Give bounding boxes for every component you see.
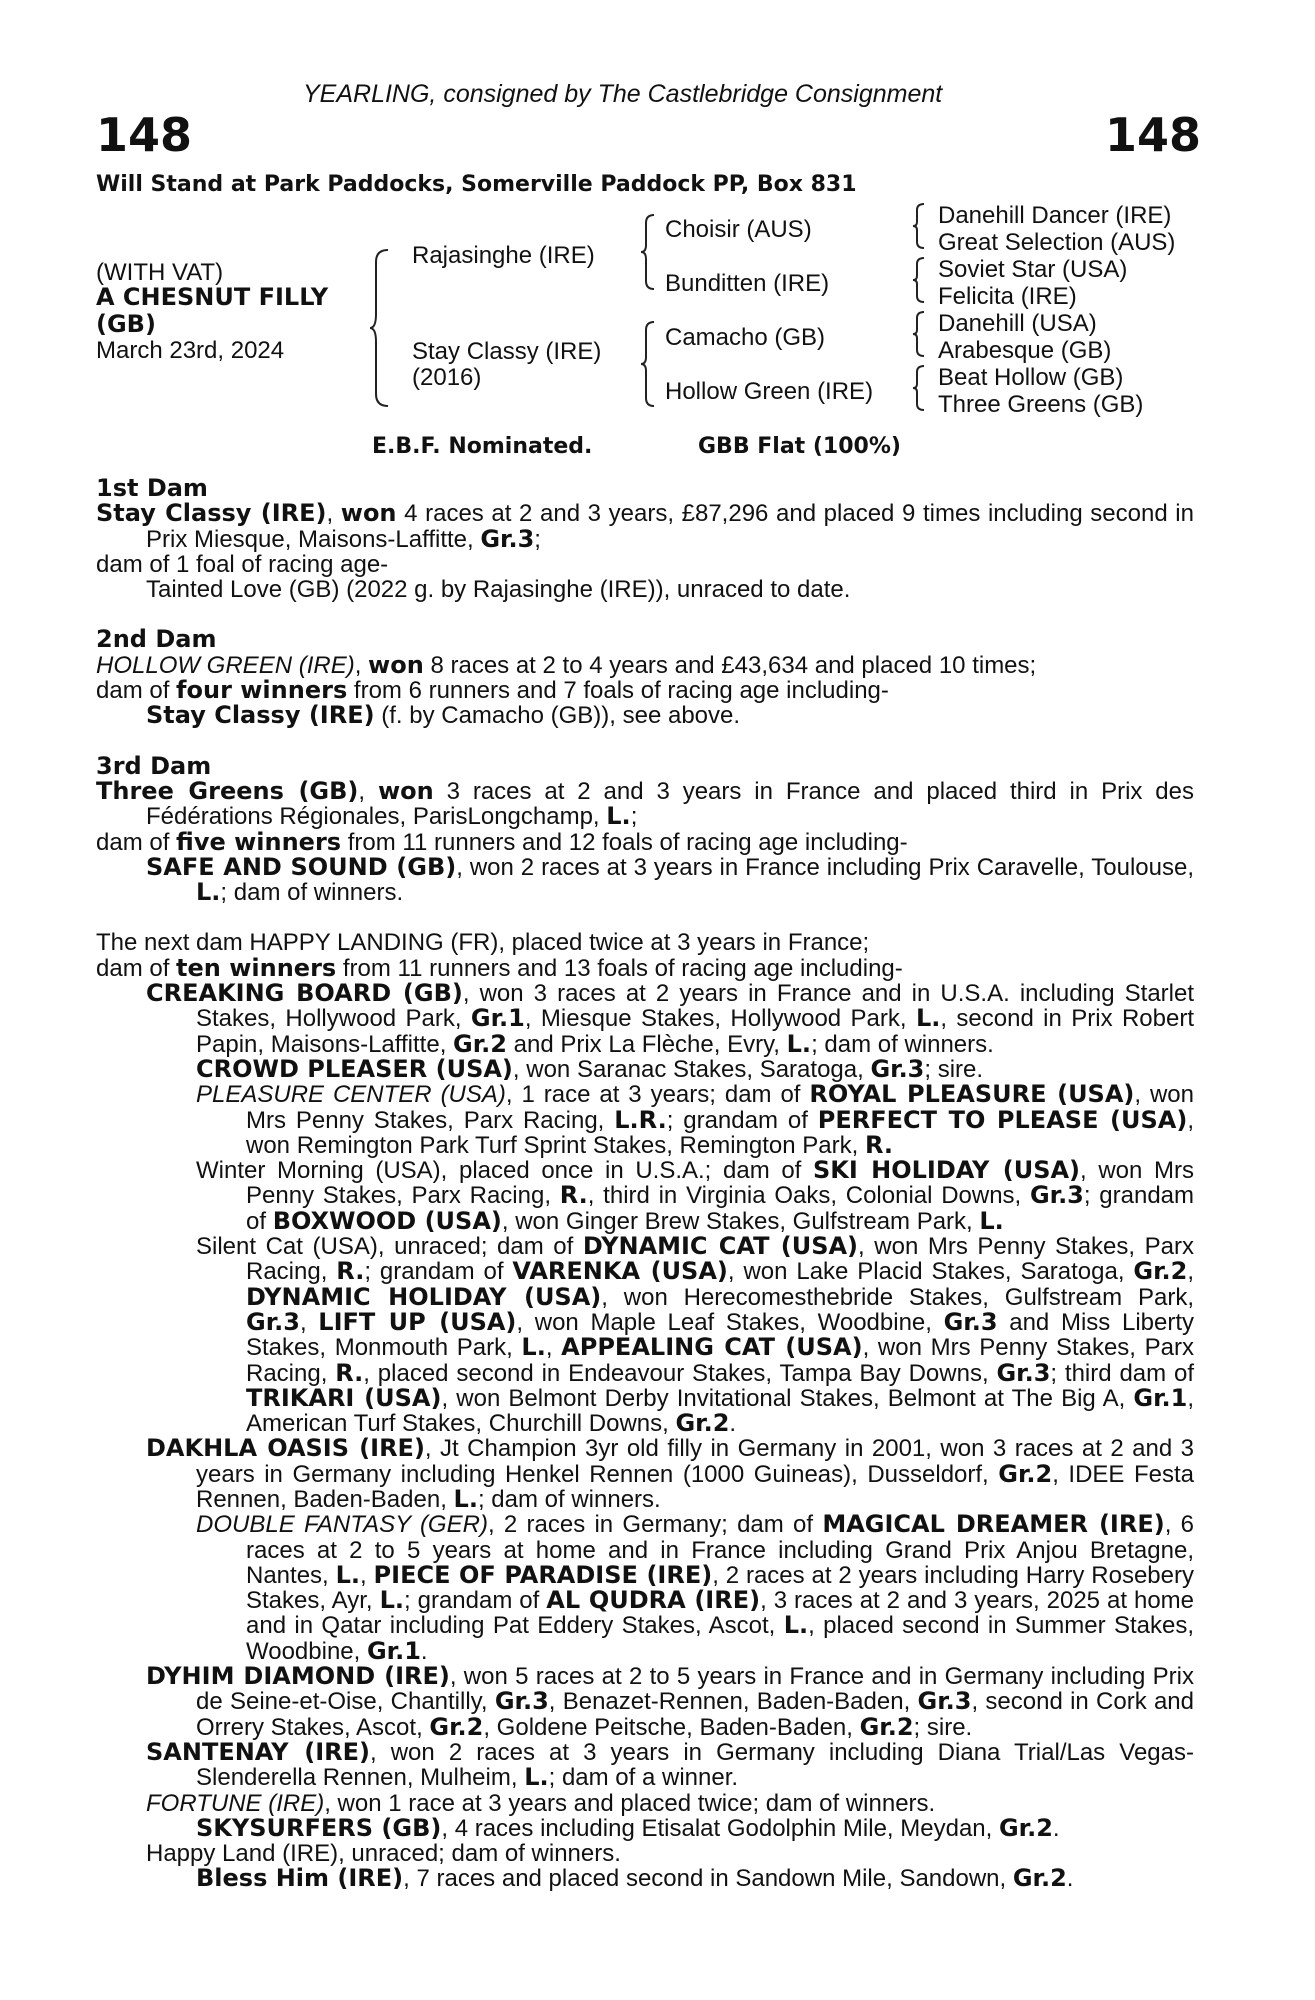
foaling-date: March 23rd, 2024 [96, 337, 285, 364]
ancestor-2: Great Selection (AUS) [938, 229, 1176, 256]
g3-brace-2 [912, 256, 928, 304]
ancestor-4: Felicita (IRE) [938, 283, 1077, 310]
family-entry-dakhla-oasis: DAKHLA OASIS (IRE), Jt Champion 3yr old filly in Germany in 2001, won 3 races at 2 and 3 years in Germany including Henkel Rennen (1000 Guineas), Dusseldorf, Gr.2, IDEE Festa Rennen, Baden-Baden, L.; dam of winners. [146, 1434, 1194, 1513]
dam-year: (2016) [412, 364, 482, 391]
third-dam-entry: SAFE AND SOUND (GB), won 2 races at 3 years in France including Prix Caravelle, Toulouse, L.; dam of winners. [146, 852, 1194, 907]
family-entry-skysurfers: SKYSURFERS (GB), 4 races including Etisalat Godolphin Mile, Meydan, Gr.2. [196, 1813, 1060, 1842]
ebf-note: E.B.F. Nominated. [372, 434, 593, 459]
stand-location: Will Stand at Park Paddocks, Somerville Paddock PP, Box 831 [96, 172, 857, 197]
dam-brace [640, 320, 658, 408]
g3-brace-3 [912, 310, 928, 358]
sire-dam: Bunditten (IRE) [665, 270, 830, 297]
sire-brace [640, 213, 658, 291]
catalogue-body [96, 476, 1194, 1892]
dam-name: Stay Classy (IRE) [412, 338, 602, 365]
lot-number-right: 148 [1104, 108, 1201, 162]
ancestor-8: Three Greens (GB) [938, 391, 1144, 418]
second-dam-record: HOLLOW GREEN (IRE), won 8 races at 2 to 4 years and £43,634 and placed 10 times; [96, 650, 1037, 679]
family-entry-santenay: SANTENAY (IRE), won 2 races at 3 years in Germany including Diana Trial/Las Vegas-Slenderella Rennen, Mulheim, L.; dam of a winner. [146, 1737, 1194, 1792]
first-dam-produce: dam of 1 foal of racing age- [96, 550, 389, 578]
gbb-note: GBB Flat (100%) [698, 434, 901, 459]
dam-sire: Camacho (GB) [665, 324, 826, 351]
first-dam-heading: 1st Dam [96, 474, 208, 502]
second-dam-produce: dam of four winners from 6 runners and 7 foals of racing age including- [96, 676, 889, 705]
ancestor-1: Danehill Dancer (IRE) [938, 202, 1172, 229]
family-entry-creaking-board: CREAKING BOARD (GB), won 3 races at 2 years in France and in U.S.A. including Starlet Stakes, Hollywood Park, Gr.1, Miesque Stakes, Hollywood Park, L., second in Prix Robert Papin, Maisons-Laffitte, Gr.2 and Prix La Flèche, Evry, L.; dam of winners. [146, 979, 1195, 1058]
next-dam-produce: dam of ten winners from 11 runners and 13 foals of racing age including- [96, 953, 903, 982]
pedigree-brace-main [368, 248, 392, 408]
g3-brace-1 [912, 202, 928, 250]
family-entry-crowd-pleaser: CROWD PLEASER (USA), won Saranac Stakes, Saratoga, Gr.3; sire. [196, 1054, 984, 1083]
family-entry-happy-land: Happy Land (IRE), unraced; dam of winners. [146, 1840, 621, 1868]
first-dam-record: Stay Classy (IRE), won 4 races at 2 and 3 years, £87,296 and placed 9 times including second in Prix Miesque, Maisons-Laffitte, Gr.3; [96, 499, 1194, 553]
sire-sire: Choisir (AUS) [665, 216, 812, 243]
family-entry-fortune: FORTUNE (IRE), won 1 race at 3 years and placed twice; dam of winners. [146, 1789, 936, 1817]
family-entry-pleasure-center: PLEASURE CENTER (USA), 1 race at 3 years; dam of ROYAL PLEASURE (USA), won Mrs Penny Stakes, Parx Racing, L.R.; grandam of PERFECT TO PLEASE (USA), won Remington Park Turf Sprint Stakes, Remington Park, R. [196, 1080, 1195, 1159]
dam-dam: Hollow Green (IRE) [665, 378, 874, 405]
ancestor-3: Soviet Star (USA) [938, 256, 1128, 283]
family-entry-winter-morning: Winter Morning (USA), placed once in U.S.A.; dam of SKI HOLIDAY (USA), won Mrs Penny Stakes, Parx Racing, R., third in Virginia Oaks, Colonial Downs, Gr.3; grandam of BOXWOOD (USA), won Ginger Brew Stakes, Gulfstream Park, L. [196, 1156, 1195, 1235]
family-entry-silent-cat: Silent Cat (USA), unraced; dam of DYNAMIC CAT (USA), won Mrs Penny Stakes, Parx Racing, R.; grandam of VARENKA (USA), won Lake Placid Stakes, Saratoga, Gr.2, DYNAMIC HOLIDAY (USA), won Herecomesthebride Stakes, Gulfstream Park, Gr.3, LIFT UP (USA), won Maple Leaf Stakes, Woodbine, Gr.3 and Miss Liberty Stakes, Monmouth Park, L., APPEALING CAT (USA), won Mrs Penny Stakes, Parx Racing, R., placed second in Endeavour Stakes, Tampa Bay Downs, Gr.3; third dam of TRIKARI (USA), won Belmont Derby Invitational Stakes, Belmont at The Big A, Gr.1, American Turf Stakes, Churchill Downs, Gr.2. [196, 1232, 1195, 1438]
family-entry-double-fantasy: DOUBLE FANTASY (GER), 2 races in Germany; dam of MAGICAL DREAMER (IRE), 6 races at 2 to 5 years at home and in France including Grand Prix Anjou Bretagne, Nantes, L., PIECE OF PARADISE (IRE), 2 races at 2 years including Harry Rosebery Stakes, Ayr, L.; grandam of AL QUDRA (IRE), 3 races at 2 and 3 years, 2025 at home and in Qatar including Pat Eddery Stakes, Ascot, L., placed second in Summer Stakes, Woodbine, Gr.1. [196, 1510, 1195, 1665]
subject-name-line2: (GB) [96, 310, 156, 338]
third-dam-heading: 3rd Dam [96, 751, 212, 780]
third-dam-record: Three Greens (GB), won 3 races at 2 and 3 years in France and placed third in Prix des Fédérations Régionales, ParisLongchamp, L.; [96, 776, 1195, 831]
vat-note: (WITH VAT) [96, 259, 224, 286]
ancestor-7: Beat Hollow (GB) [938, 364, 1124, 391]
family-entry-bless-him: Bless Him (IRE), 7 races and placed second in Sandown Mile, Sandown, Gr.2. [196, 1864, 1074, 1893]
subject-name-line1: A CHESNUT FILLY [96, 283, 329, 311]
first-dam-foal: Tainted Love (GB) (2022 g. by Rajasinghe (IRE)), unraced to date. [146, 576, 851, 604]
third-dam-produce: dam of five winners from 11 runners and 12 foals of racing age including- [96, 827, 908, 856]
second-dam-heading: 2nd Dam [96, 625, 217, 654]
lot-number-left: 148 [96, 108, 193, 162]
ancestor-6: Arabesque (GB) [938, 337, 1112, 364]
second-dam-entry: Stay Classy (IRE) (f. by Camacho (GB)), see above. [146, 701, 741, 730]
ancestor-5: Danehill (USA) [938, 310, 1097, 337]
g3-brace-4 [912, 364, 928, 412]
sire-name: Rajasinghe (IRE) [412, 242, 595, 269]
catalogue-subtitle: YEARLING, consigned by The Castlebridge Consignment [303, 80, 943, 108]
next-dam-intro: The next dam HAPPY LANDING (FR), placed twice at 3 years in France; [96, 929, 870, 957]
family-entry-dyhim-diamond: DYHIM DIAMOND (IRE), won 5 races at 2 to 5 years in France and in Germany including Prix de Seine-et-Oise, Chantilly, Gr.3, Benazet-Rennen, Baden-Baden, Gr.3, second in Cork and Orrery Stakes, Ascot, Gr.2, Goldene Peitsche, Baden-Baden, Gr.2; sire. [146, 1662, 1195, 1741]
